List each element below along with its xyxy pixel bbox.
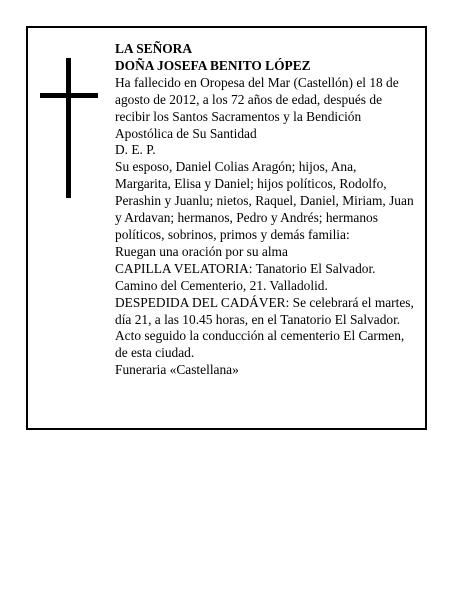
funeral-home-line: Funeraria «Castellana» bbox=[115, 362, 239, 378]
notice-heading: LA SEÑORA bbox=[115, 41, 193, 56]
notice-line: Apostólica de Su Santidad bbox=[115, 125, 257, 141]
family-line: Su esposo, Daniel Colias Aragón; hijos, Ana, bbox=[115, 159, 357, 175]
cross-icon bbox=[40, 58, 100, 198]
family-line: políticos, sobrinos, primos y demás familia: bbox=[115, 226, 350, 242]
chapel-address-line: Camino del Cementerio, 21. Valladolid. bbox=[115, 277, 328, 293]
farewell-line: Acto seguido la conducción al cementerio El Carmen, bbox=[115, 328, 405, 344]
prayer-line: Ruegan una oración por su alma bbox=[115, 243, 288, 259]
dep-line: D. E. P. bbox=[115, 142, 156, 158]
notice-line: agosto de 2012, a los 72 años de edad, después de bbox=[115, 91, 383, 107]
notice-line: recibir los Santos Sacramentos y la Bendición bbox=[115, 108, 362, 124]
cross-horizontal-bar bbox=[40, 93, 98, 98]
deceased-name: DOÑA JOSEFA BENITO LÓPEZ bbox=[115, 57, 311, 73]
chapel-line: CAPILLA VELATORIA: Tanatorio El Salvador. bbox=[115, 260, 376, 276]
cross-vertical-bar bbox=[66, 58, 71, 198]
farewell-line: DESPEDIDA DEL CADÁVER: Se celebrará el martes, bbox=[115, 294, 414, 310]
notice-line: Ha fallecido en Oropesa del Mar (Castellón) el 18 de bbox=[115, 74, 399, 90]
farewell-line: día 21, a las 10.45 horas, en el Tanatorio El Salvador. bbox=[115, 311, 401, 327]
farewell-line: de esta ciudad. bbox=[115, 345, 195, 361]
family-line: Margarita, Elisa y Daniel; hijos políticos, Rodolfo, bbox=[115, 176, 387, 192]
family-line: Perashin y Juanlu; nietos, Raquel, Daniel, Miriam, Juan bbox=[115, 193, 414, 209]
notice-text bbox=[115, 41, 425, 379]
obituary-notice bbox=[26, 26, 427, 430]
family-line: y Ardavan; hermanos, Pedro y Andrés; hermanos bbox=[115, 210, 378, 226]
